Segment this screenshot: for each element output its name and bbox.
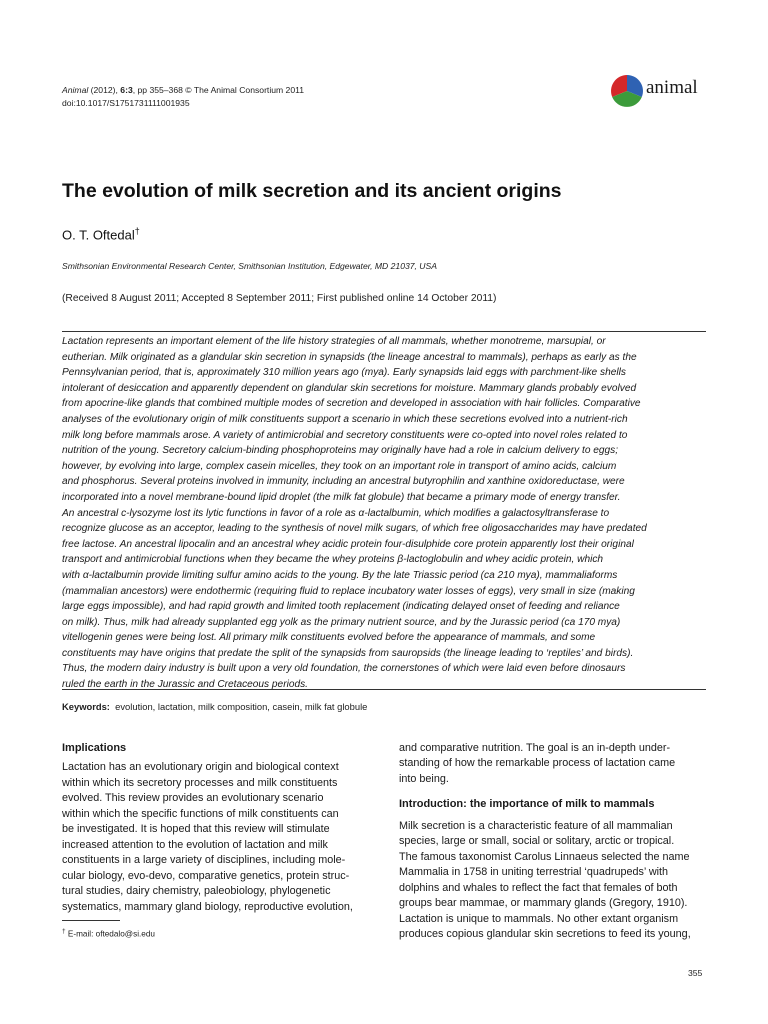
citation-line: Animal (2012), 6:3, pp 355–368 © The Animal Consortium 2011 <box>62 85 305 95</box>
introduction-line: Lactation is unique to mammals. No other extant organism <box>399 912 679 925</box>
abstract-line: with α-lactalbumin provide limiting sulfur amino acids to the young. By the late Triassic period (ca 210 mya), mammaliaforms <box>62 569 618 581</box>
keywords-label: Keywords: <box>62 701 110 712</box>
introduction-heading: Introduction: the importance of milk to mammals <box>399 798 655 811</box>
implications-line: within which the specific functions of milk constituents can <box>62 807 339 820</box>
article-title: The evolution of milk secretion and its ancient origins <box>62 180 562 202</box>
abstract-line: Thus, the modern dairy industry is built upon a very old foundation, the cornerstones of which were laid even before dinosaurs <box>62 663 626 675</box>
implications-line: and comparative nutrition. The goal is an in-depth under- <box>399 742 671 754</box>
doi: doi:10.1017/S1751731111001935 <box>62 97 190 108</box>
keywords <box>62 701 367 712</box>
introduction-line: produces copious glandular skin secretions to feed its young, <box>399 927 691 940</box>
abstract-line: free lactose. An ancestral lipocalin and an ancestral whey acidic protein four-disulphide core protein apparently lost their original <box>62 538 634 550</box>
keywords-text: evolution, lactation, milk composition, casein, milk fat globule <box>115 701 368 712</box>
implications-line: constituents in a large variety of disciplines, including mole- <box>62 854 346 867</box>
abstract-line: ruled the earth in the Jurassic and Cretaceous periods. <box>62 679 308 691</box>
abstract-line: analyses of the evolutionary origin of milk constituents support a scenario in which these secretions evolved into a nutrient-rich <box>62 413 628 425</box>
citation-block <box>62 84 304 109</box>
footnote-mark: † <box>62 928 66 935</box>
abstract-line: eutherian. Milk originated as a glandular skin secretion in synapsids (the lineage ancestral to mammals), perhaps as early as the <box>62 351 637 363</box>
journal-logo <box>610 73 710 109</box>
implications-heading: Implications <box>62 742 127 754</box>
implications-line: within which its secretory processes and milk constituents <box>62 776 338 789</box>
implications-line: cular biology, evo-devo, comparative genetics, protein struc- <box>62 869 350 882</box>
abstract-top-rule <box>62 331 706 332</box>
abstract-line: nutrition of the young. Secretory calcium-binding phosphoproteins may originally have had a role in calcium delivery to eggs; <box>62 445 619 457</box>
implications-line: evolved. This review provides an evolutionary scenario <box>62 792 324 805</box>
footnote-rule <box>62 920 120 921</box>
introduction-line: Mammalia in 1758 in uniting terrestrial ‘quadrupeds’ with <box>399 866 669 879</box>
author-footnote-mark: † <box>134 226 140 236</box>
abstract <box>62 334 708 693</box>
abstract-line: recognize glucose as an acceptor, leading to the synthesis of novel milk sugars, of which free oligosaccharides may have predated <box>62 523 647 535</box>
introduction-line: groups bear mammae, or mammary glands (Gregory, 1910). <box>399 897 688 910</box>
introduction-line: species, large or small, social or solitary, arctic or tropical. <box>399 835 675 848</box>
implications-line: tural studies, dairy chemistry, paleobiology, phylogenetic <box>62 885 331 898</box>
implications-line: Lactation has an evolutionary origin and biological context <box>62 761 339 774</box>
abstract-line: Pennsylvanian period, that is, approximately 310 million years ago (mya). Early synapsids laid eggs with parchment-like shells <box>62 367 626 379</box>
implications-line: be investigated. It is hoped that this review will stimulate <box>62 823 330 836</box>
abstract-line: constituents may have origins that predate the split of the synapsids from sauropsids (the lineage leading to ‘reptiles’ and birds). <box>62 647 634 659</box>
abstract-line: An ancestral c-lysozyme lost its lytic functions in favor of a role as α-lactalbumin, which modifies a galactosyltransferase to <box>62 507 610 519</box>
author: O. T. Oftedal† <box>62 226 140 243</box>
abstract-line: vitellogenin genes were being lost. All primary milk constituents evolved before the appearance of mammals, and some <box>62 632 596 644</box>
footnote-email: E-mail: oftedalo@si.edu <box>65 929 155 939</box>
received-dates: (Received 8 August 2011; Accepted 8 September 2011; First published online 14 October 2011) <box>62 293 497 304</box>
page-number: 355 <box>688 968 703 978</box>
introduction-line: dolphins and whales to reflect the fact that females of both <box>399 881 678 894</box>
logo-text: animal <box>646 77 698 98</box>
logo-circle-icon <box>610 74 644 108</box>
footnote <box>62 928 155 939</box>
abstract-line: milk long before mammals arose. A variety of antimicrobial and secretory constituents were co-opted into novel roles related to <box>62 429 628 441</box>
left-column <box>62 741 367 915</box>
abstract-line: however, by evolving into large, complex casein micelles, they took on an important role in transport of amino acids, calcium <box>62 460 617 472</box>
affiliation: Smithsonian Environmental Research Center, Smithsonian Institution, Edgewater, MD 21037, USA <box>62 261 437 271</box>
implications-continued <box>399 741 707 787</box>
abstract-bottom-rule <box>62 689 706 690</box>
abstract-line: and phosphorus. Several proteins involved in immunity, including an ancestral butyrophilin and xanthine oxidoreductase, were <box>62 476 625 488</box>
abstract-line: from apocrine-like glands that combined multiple modes of secretion and developed in association with hair follicles. Comparative <box>62 398 641 410</box>
implications-line: standing of how the remarkable process of lactation came <box>399 757 676 770</box>
abstract-line: on milk). Thus, milk had already supplanted egg yolk as the primary nutrient source, and by the Jurassic period (ca 170 mya) <box>62 616 621 628</box>
implications-line: systematics, mammary gland biology, reproductive evolution, <box>62 900 353 913</box>
implications-line: into being. <box>399 772 449 785</box>
implications-line: increased attention to the evolution of lactation and milk <box>62 838 328 851</box>
abstract-line: Lactation represents an important element of the life history strategies of all mammals, whether monotreme, marsupial, or <box>62 336 606 347</box>
introduction-line: Milk secretion is a characteristic feature of all mammalian <box>399 819 673 832</box>
right-column <box>399 741 707 942</box>
introduction-body <box>399 819 707 943</box>
abstract-line: intolerant of desiccation and apparently dependent on glandular skin secretions for moisture. Mammary glands probably evolved <box>62 382 637 394</box>
abstract-line: transport and antimicrobial functions when they became the whey proteins β-lactoglobulin and whey acidic protein, which <box>62 554 604 566</box>
abstract-line: large eggs impossible), and had rapid growth and limited tooth replacement (indicating delayed onset of feeding and reliance <box>62 601 620 613</box>
implications-body <box>62 760 367 915</box>
abstract-line: (mammalian ancestors) were endothermic (requiring fluid to replace incubatory water losses of eggs), very small in size (making <box>62 585 635 597</box>
abstract-line: incorporated into a novel membrane-bound lipid droplet (the milk fat globule) that became a primary mode of energy transfer. <box>62 491 621 503</box>
introduction-line: The famous taxonomist Carolus Linnaeus selected the name <box>399 850 690 863</box>
